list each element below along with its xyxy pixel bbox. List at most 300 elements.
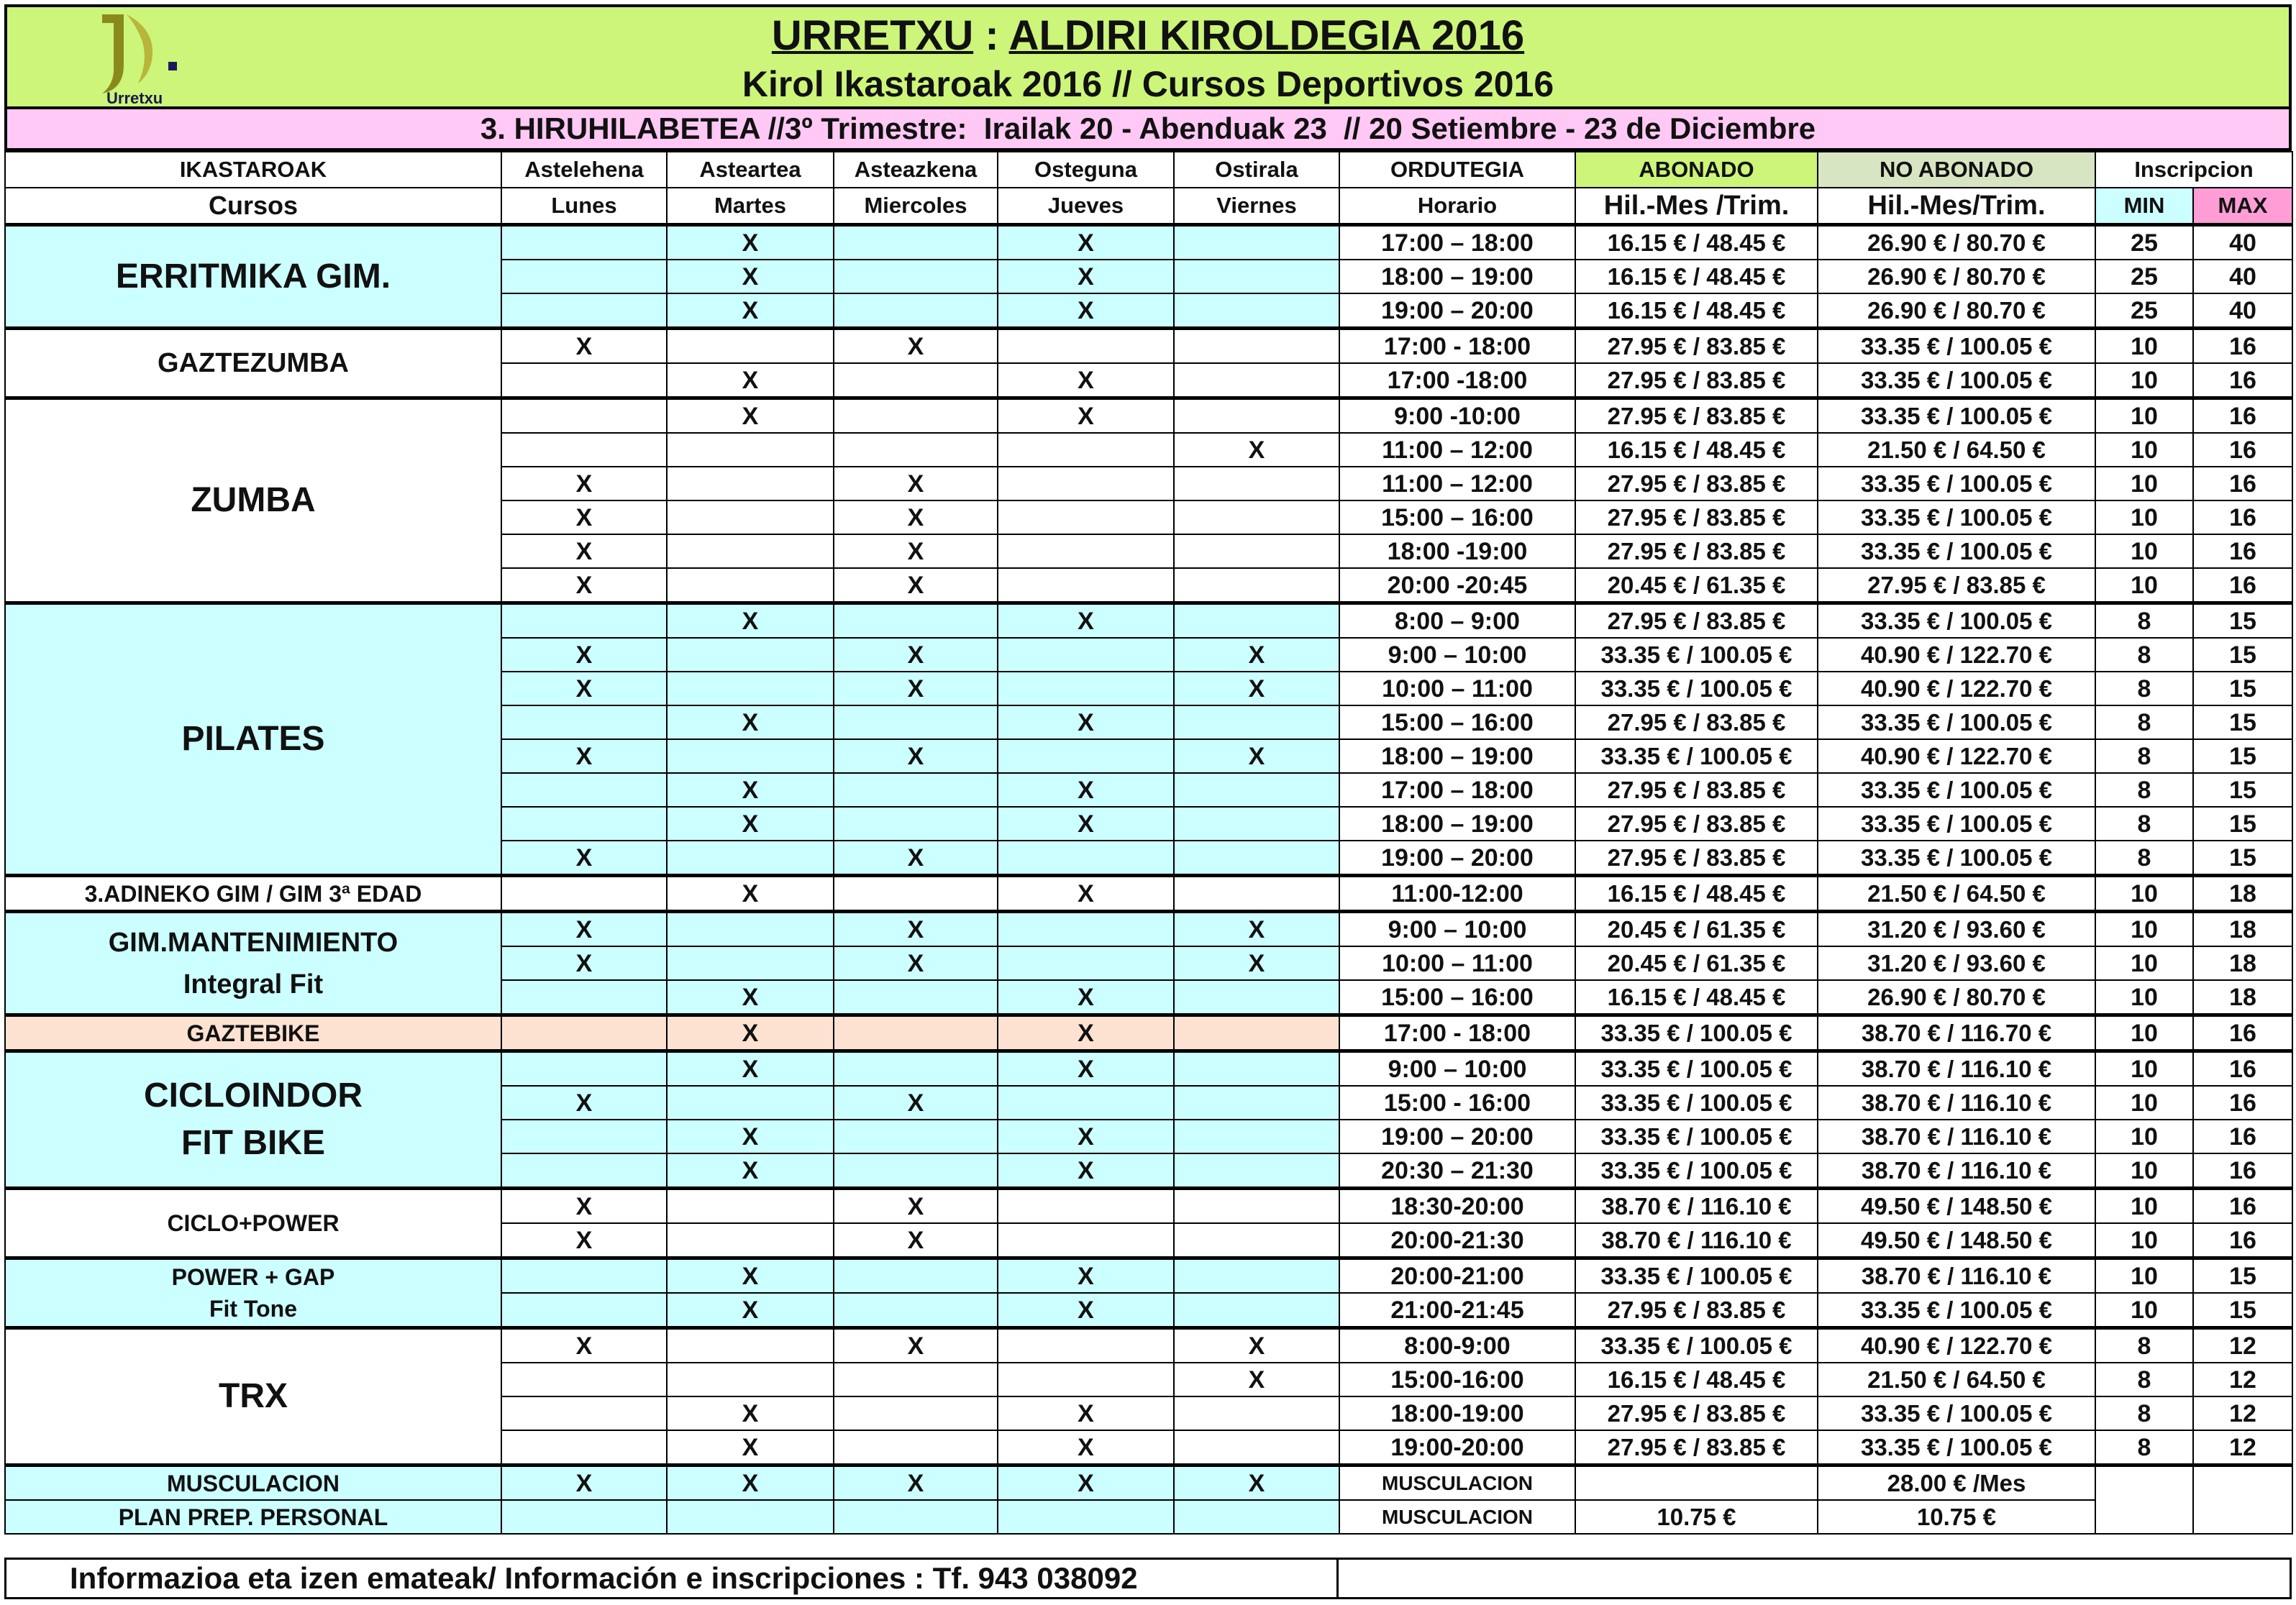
no-abonado-price: 33.35 € / 100.05 €	[1818, 1293, 2095, 1328]
time-cell: 18:00 – 19:00	[1339, 260, 1575, 293]
abonado-price: 33.35 € / 100.05 €	[1575, 1051, 1818, 1087]
day-cell-fri	[1174, 841, 1339, 876]
col-inscripcion-header: Inscripcion	[2095, 152, 2292, 188]
course-name: PLAN PREP. PERSONAL	[5, 1500, 501, 1534]
day-cell-wed	[834, 1120, 998, 1153]
day-cell-wed: X	[834, 946, 998, 980]
day-cell-mon: X	[501, 638, 667, 672]
col-thu-header: Osteguna	[998, 152, 1174, 188]
abonado-price: 33.35 € / 100.05 €	[1575, 1086, 1818, 1120]
table-row	[5, 1189, 2292, 1224]
no-abonado-price: 31.20 € / 93.60 €	[1818, 946, 2095, 980]
schedule-sheet	[4, 4, 2292, 1601]
day-cell-tue	[667, 1363, 834, 1396]
day-cell-thu	[998, 467, 1174, 500]
time-cell: 20:00-21:30	[1339, 1223, 1575, 1258]
day-cell-mon	[501, 1120, 667, 1153]
max-cell	[2193, 1465, 2292, 1535]
max-cell: 16	[2193, 1051, 2292, 1087]
table-row	[5, 1015, 2292, 1051]
day-cell-tue: X	[667, 773, 834, 807]
abonado-price: 33.35 € / 100.05 €	[1575, 1328, 1818, 1363]
day-cell-mon	[501, 1396, 667, 1430]
table-row	[5, 603, 2292, 639]
abonado-price: 16.15 € / 48.45 €	[1575, 876, 1818, 912]
min-cell: 10	[2095, 1258, 2193, 1294]
day-cell-tue	[667, 946, 834, 980]
day-cell-thu	[998, 912, 1174, 947]
max-cell: 16	[2193, 1120, 2292, 1153]
day-cell-fri	[1174, 1430, 1339, 1465]
day-cell-fri	[1174, 568, 1339, 603]
max-cell: 18	[2193, 912, 2292, 947]
course-name	[5, 912, 501, 1015]
day-cell-mon: X	[501, 1086, 667, 1120]
course-name	[5, 329, 501, 398]
no-abonado-price: 26.90 € / 80.70 €	[1818, 980, 2095, 1015]
col-no-abonado-header: NO ABONADO	[1818, 152, 2095, 188]
no-abonado-price: 49.50 € / 148.50 €	[1818, 1189, 2095, 1224]
day-cell-tue	[667, 672, 834, 705]
day-cell-thu: X	[998, 1153, 1174, 1189]
course-name	[5, 1328, 501, 1465]
day-cell-thu: X	[998, 1120, 1174, 1153]
day-cell-fri	[1174, 1086, 1339, 1120]
min-cell: 10	[2095, 946, 2193, 980]
day-cell-thu	[998, 1086, 1174, 1120]
abonado-price: 27.95 € / 83.85 €	[1575, 773, 1818, 807]
day-cell-thu: X	[998, 980, 1174, 1015]
time-cell: MUSCULACION	[1339, 1465, 1575, 1501]
day-cell-tue: X	[667, 1015, 834, 1051]
min-cell: 10	[2095, 500, 2193, 534]
header-banner	[4, 4, 2292, 109]
day-cell-wed: X	[834, 1086, 998, 1120]
day-cell-thu: X	[998, 807, 1174, 841]
max-cell: 40	[2193, 293, 2292, 329]
day-cell-thu	[998, 1189, 1174, 1224]
day-cell-fri: X	[1174, 433, 1339, 467]
max-cell: 15	[2193, 773, 2292, 807]
day-cell-fri	[1174, 876, 1339, 912]
day-cell-thu: X	[998, 1396, 1174, 1430]
day-cell-wed	[834, 1258, 998, 1294]
day-cell-tue	[667, 1223, 834, 1258]
day-cell-wed	[834, 293, 998, 329]
day-cell-mon: X	[501, 1328, 667, 1363]
day-cell-thu	[998, 500, 1174, 534]
day-cell-wed	[834, 1293, 998, 1328]
no-abonado-price: 38.70 € / 116.70 €	[1818, 1015, 2095, 1051]
no-abonado-price: 10.75 €	[1818, 1500, 2095, 1534]
min-cell: 10	[2095, 1153, 2193, 1189]
abonado-price: 27.95 € / 83.85 €	[1575, 1430, 1818, 1465]
course-name-line: FIT BIKE	[181, 1124, 325, 1162]
min-cell: 25	[2095, 293, 2193, 329]
time-cell: 21:00-21:45	[1339, 1293, 1575, 1328]
min-cell: 10	[2095, 912, 2193, 947]
no-abonado-price: 38.70 € / 116.10 €	[1818, 1051, 2095, 1087]
course-name	[5, 876, 501, 912]
day-cell-mon	[501, 363, 667, 398]
min-cell: 8	[2095, 603, 2193, 639]
day-cell-mon	[501, 1051, 667, 1087]
no-abonado-price: 26.90 € / 80.70 €	[1818, 260, 2095, 293]
time-cell: 18:00 -19:00	[1339, 534, 1575, 568]
day-cell-tue: X	[667, 1120, 834, 1153]
time-cell: 20:00 -20:45	[1339, 568, 1575, 603]
course-name: MUSCULACION	[5, 1465, 501, 1501]
day-cell-fri	[1174, 1223, 1339, 1258]
no-abonado-price: 40.90 € / 122.70 €	[1818, 739, 2095, 773]
no-abonado-price: 33.35 € / 100.05 €	[1818, 807, 2095, 841]
min-cell: 10	[2095, 980, 2193, 1015]
day-cell-wed	[834, 1363, 998, 1396]
min-cell: 10	[2095, 534, 2193, 568]
no-abonado-price: 33.35 € / 100.05 €	[1818, 329, 2095, 364]
abonado-price: 27.95 € / 83.85 €	[1575, 1396, 1818, 1430]
time-cell: 11:00 – 12:00	[1339, 433, 1575, 467]
no-abonado-price: 21.50 € / 64.50 €	[1818, 1363, 2095, 1396]
max-cell: 18	[2193, 980, 2292, 1015]
day-cell-mon	[501, 1153, 667, 1189]
day-cell-tue	[667, 1500, 834, 1534]
min-cell: 10	[2095, 1051, 2193, 1087]
abonado-price: 33.35 € / 100.05 €	[1575, 739, 1818, 773]
day-cell-fri	[1174, 363, 1339, 398]
course-name	[5, 398, 501, 603]
day-cell-wed: X	[834, 568, 998, 603]
day-cell-fri	[1174, 603, 1339, 639]
course-name-line: POWER + GAP	[171, 1264, 335, 1290]
day-cell-fri	[1174, 1189, 1339, 1224]
no-abonado-price: 49.50 € / 148.50 €	[1818, 1223, 2095, 1258]
min-cell	[2095, 1465, 2193, 1535]
no-abonado-price: 33.35 € / 100.05 €	[1818, 1396, 2095, 1430]
max-cell: 15	[2193, 705, 2292, 739]
day-cell-thu: X	[998, 363, 1174, 398]
day-cell-wed	[834, 433, 998, 467]
max-cell: 16	[2193, 1086, 2292, 1120]
day-cell-tue: X	[667, 1430, 834, 1465]
day-cell-mon: X	[501, 946, 667, 980]
max-cell: 15	[2193, 739, 2292, 773]
abonado-price: 27.95 € / 83.85 €	[1575, 705, 1818, 739]
abonado-price: 27.95 € / 83.85 €	[1575, 1293, 1818, 1328]
day-cell-fri: X	[1174, 638, 1339, 672]
day-cell-thu	[998, 534, 1174, 568]
day-cell-mon	[501, 1430, 667, 1465]
logo-text: Urretxu	[106, 89, 163, 107]
max-cell: 16	[2193, 534, 2292, 568]
day-cell-wed: X	[834, 467, 998, 500]
min-cell: 8	[2095, 841, 2193, 876]
min-cell: 10	[2095, 329, 2193, 364]
day-cell-mon	[501, 1258, 667, 1294]
day-cell-tue	[667, 500, 834, 534]
col-course-header: IKASTAROAK	[5, 152, 501, 188]
day-cell-mon	[501, 876, 667, 912]
max-cell: 15	[2193, 672, 2292, 705]
abonado-price: 27.95 € / 83.85 €	[1575, 467, 1818, 500]
no-abonado-price: 33.35 € / 100.05 €	[1818, 534, 2095, 568]
col-mon-sub: Lunes	[501, 188, 667, 225]
day-cell-fri	[1174, 467, 1339, 500]
abonado-price: 20.45 € / 61.35 €	[1575, 568, 1818, 603]
col-fri-sub: Viernes	[1174, 188, 1339, 225]
course-table	[4, 151, 2293, 1535]
no-abonado-price: 38.70 € / 116.10 €	[1818, 1258, 2095, 1294]
day-cell-wed	[834, 1396, 998, 1430]
day-cell-mon: X	[501, 1189, 667, 1224]
time-cell: 20:30 – 21:30	[1339, 1153, 1575, 1189]
time-cell: 9:00 -10:00	[1339, 398, 1575, 434]
day-cell-fri	[1174, 534, 1339, 568]
no-abonado-price: 38.70 € / 116.10 €	[1818, 1086, 2095, 1120]
no-abonado-price: 38.70 € / 116.10 €	[1818, 1153, 2095, 1189]
time-cell: MUSCULACION	[1339, 1500, 1575, 1534]
day-cell-wed: X	[834, 739, 998, 773]
day-cell-thu	[998, 568, 1174, 603]
max-cell: 12	[2193, 1396, 2292, 1430]
day-cell-mon: X	[501, 467, 667, 500]
time-cell: 8:00-9:00	[1339, 1328, 1575, 1363]
day-cell-tue: X	[667, 1465, 834, 1501]
day-cell-tue: X	[667, 807, 834, 841]
min-cell: 10	[2095, 1086, 2193, 1120]
col-wed-header: Asteazkena	[834, 152, 998, 188]
time-cell: 15:00 – 16:00	[1339, 705, 1575, 739]
day-cell-thu: X	[998, 1258, 1174, 1294]
day-cell-tue	[667, 534, 834, 568]
no-abonado-price: 33.35 € / 100.05 €	[1818, 467, 2095, 500]
day-cell-tue: X	[667, 1258, 834, 1294]
table-row	[5, 876, 2292, 912]
max-cell: 16	[2193, 467, 2292, 500]
min-cell: 8	[2095, 1430, 2193, 1465]
min-cell: 10	[2095, 1015, 2193, 1051]
no-abonado-price: 33.35 € / 100.05 €	[1818, 773, 2095, 807]
time-cell: 17:00 - 18:00	[1339, 329, 1575, 364]
footer-blank	[1339, 1558, 2292, 1599]
abonado-price: 38.70 € / 116.10 €	[1575, 1189, 1818, 1224]
day-cell-wed	[834, 876, 998, 912]
day-cell-thu	[998, 638, 1174, 672]
max-cell: 18	[2193, 876, 2292, 912]
no-abonado-price: 31.20 € / 93.60 €	[1818, 912, 2095, 947]
course-name	[5, 1258, 501, 1328]
min-cell: 8	[2095, 739, 2193, 773]
min-cell: 25	[2095, 225, 2193, 260]
no-abonado-price: 28.00 € /Mes	[1818, 1465, 2095, 1501]
day-cell-thu: X	[998, 260, 1174, 293]
day-cell-mon: X	[501, 568, 667, 603]
abonado-price: 27.95 € / 83.85 €	[1575, 603, 1818, 639]
course-name	[5, 225, 501, 329]
table-row	[5, 1465, 2292, 1501]
max-cell: 18	[2193, 946, 2292, 980]
day-cell-thu: X	[998, 705, 1174, 739]
table-row	[5, 912, 2292, 947]
no-abonado-price: 33.35 € / 100.05 €	[1818, 363, 2095, 398]
day-cell-mon	[501, 433, 667, 467]
day-cell-wed	[834, 980, 998, 1015]
no-abonado-price: 40.90 € / 122.70 €	[1818, 638, 2095, 672]
max-cell: 16	[2193, 1189, 2292, 1224]
time-cell: 19:00-20:00	[1339, 1430, 1575, 1465]
day-cell-wed: X	[834, 500, 998, 534]
time-cell: 17:00 - 18:00	[1339, 1015, 1575, 1051]
day-cell-wed	[834, 1051, 998, 1087]
col-abonado-header: ABONADO	[1575, 152, 1818, 188]
col-fri-header: Ostirala	[1174, 152, 1339, 188]
day-cell-tue: X	[667, 980, 834, 1015]
abonado-price: 16.15 € / 48.45 €	[1575, 225, 1818, 260]
day-cell-tue: X	[667, 705, 834, 739]
time-cell: 15:00 – 16:00	[1339, 980, 1575, 1015]
day-cell-fri	[1174, 1258, 1339, 1294]
max-cell: 15	[2193, 638, 2292, 672]
abonado-price: 10.75 €	[1575, 1500, 1818, 1534]
day-cell-thu: X	[998, 1051, 1174, 1087]
day-cell-tue: X	[667, 398, 834, 434]
day-cell-thu: X	[998, 398, 1174, 434]
day-cell-fri: X	[1174, 1363, 1339, 1396]
no-abonado-price: 33.35 € / 100.05 €	[1818, 705, 2095, 739]
day-cell-fri	[1174, 329, 1339, 364]
min-cell: 10	[2095, 1189, 2193, 1224]
day-cell-tue: X	[667, 876, 834, 912]
max-cell: 16	[2193, 500, 2292, 534]
abonado-price: 38.70 € / 116.10 €	[1575, 1223, 1818, 1258]
course-name	[5, 603, 501, 876]
day-cell-fri: X	[1174, 739, 1339, 773]
day-cell-tue	[667, 739, 834, 773]
max-cell: 12	[2193, 1328, 2292, 1363]
table-row	[5, 1328, 2292, 1363]
day-cell-wed	[834, 398, 998, 434]
day-cell-wed	[834, 1430, 998, 1465]
abonado-price: 33.35 € / 100.05 €	[1575, 638, 1818, 672]
max-cell: 16	[2193, 1223, 2292, 1258]
day-cell-mon	[501, 1363, 667, 1396]
day-cell-tue: X	[667, 1396, 834, 1430]
day-cell-fri	[1174, 807, 1339, 841]
day-cell-thu	[998, 739, 1174, 773]
max-cell: 12	[2193, 1430, 2292, 1465]
day-cell-wed	[834, 773, 998, 807]
abonado-price: 27.95 € / 83.85 €	[1575, 363, 1818, 398]
day-cell-tue: X	[667, 363, 834, 398]
min-cell: 10	[2095, 1223, 2193, 1258]
abonado-price: 27.95 € / 83.85 €	[1575, 329, 1818, 364]
course-name-line: GAZTEBIKE	[186, 1020, 320, 1046]
min-cell: 8	[2095, 1328, 2193, 1363]
course-name-line: TRX	[219, 1377, 288, 1415]
day-cell-mon	[501, 1015, 667, 1051]
time-cell: 8:00 – 9:00	[1339, 603, 1575, 639]
col-tue-sub: Martes	[667, 188, 834, 225]
time-cell: 9:00 – 10:00	[1339, 912, 1575, 947]
abonado-price: 33.35 € / 100.05 €	[1575, 672, 1818, 705]
day-cell-thu	[998, 841, 1174, 876]
course-name-line: GIM.MANTENIMIENTO	[108, 927, 398, 958]
abonado-price: 16.15 € / 48.45 €	[1575, 1363, 1818, 1396]
day-cell-wed: X	[834, 672, 998, 705]
day-cell-wed	[834, 363, 998, 398]
day-cell-thu: X	[998, 1015, 1174, 1051]
day-cell-wed: X	[834, 329, 998, 364]
day-cell-fri	[1174, 980, 1339, 1015]
day-cell-fri	[1174, 293, 1339, 329]
day-cell-mon	[501, 260, 667, 293]
day-cell-mon: X	[501, 1465, 667, 1501]
day-cell-thu	[998, 1363, 1174, 1396]
time-cell: 10:00 – 11:00	[1339, 672, 1575, 705]
day-cell-thu: X	[998, 293, 1174, 329]
abonado-price: 33.35 € / 100.05 €	[1575, 1258, 1818, 1294]
day-cell-fri	[1174, 260, 1339, 293]
course-name	[5, 1015, 501, 1051]
day-cell-thu	[998, 329, 1174, 364]
time-cell: 11:00 – 12:00	[1339, 467, 1575, 500]
day-cell-fri	[1174, 398, 1339, 434]
min-cell: 10	[2095, 398, 2193, 434]
time-cell: 18:00 – 19:00	[1339, 739, 1575, 773]
day-cell-mon	[501, 225, 667, 260]
day-cell-fri	[1174, 705, 1339, 739]
day-cell-mon	[501, 293, 667, 329]
course-name-line: Fit Tone	[209, 1296, 298, 1322]
time-cell: 10:00 – 11:00	[1339, 946, 1575, 980]
day-cell-wed	[834, 603, 998, 639]
day-cell-mon: X	[501, 912, 667, 947]
day-cell-fri	[1174, 1120, 1339, 1153]
no-abonado-price: 27.95 € / 83.85 €	[1818, 568, 2095, 603]
max-cell: 16	[2193, 1015, 2292, 1051]
page-subtitle: Kirol Ikastaroak 2016 // Cursos Deportivos 2016	[742, 64, 1554, 104]
day-cell-mon: X	[501, 672, 667, 705]
day-cell-tue	[667, 1189, 834, 1224]
col-course-sub: Cursos	[5, 188, 501, 225]
day-cell-mon: X	[501, 329, 667, 364]
min-cell: 8	[2095, 638, 2193, 672]
day-cell-thu	[998, 1328, 1174, 1363]
day-cell-tue	[667, 638, 834, 672]
min-cell: 10	[2095, 467, 2193, 500]
time-cell: 19:00 – 20:00	[1339, 293, 1575, 329]
max-cell: 16	[2193, 398, 2292, 434]
day-cell-mon: X	[501, 500, 667, 534]
day-cell-tue: X	[667, 1051, 834, 1087]
day-cell-mon	[501, 603, 667, 639]
min-cell: 10	[2095, 876, 2193, 912]
day-cell-fri	[1174, 773, 1339, 807]
day-cell-fri	[1174, 1051, 1339, 1087]
course-name-line: CICLO+POWER	[167, 1210, 340, 1236]
time-cell: 9:00 – 10:00	[1339, 638, 1575, 672]
day-cell-tue	[667, 568, 834, 603]
day-cell-thu: X	[998, 225, 1174, 260]
table-row	[5, 1500, 2292, 1534]
max-cell: 15	[2193, 841, 2292, 876]
min-cell: 8	[2095, 705, 2193, 739]
day-cell-wed	[834, 225, 998, 260]
day-cell-mon: X	[501, 1223, 667, 1258]
day-cell-fri: X	[1174, 1328, 1339, 1363]
day-cell-fri: X	[1174, 672, 1339, 705]
day-cell-tue	[667, 433, 834, 467]
